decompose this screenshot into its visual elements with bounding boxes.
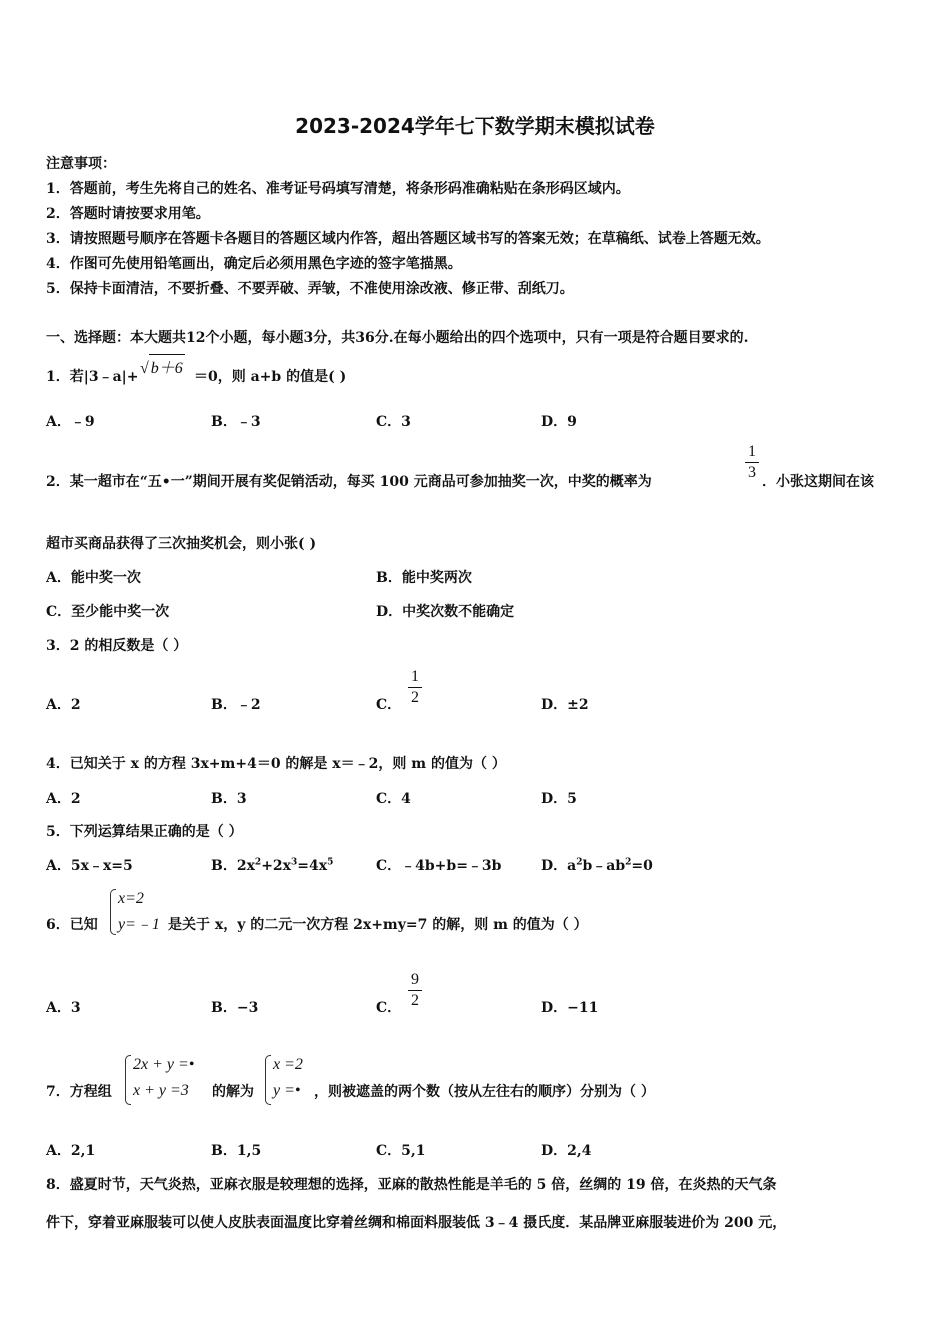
q2-frac-num: 1 [748, 443, 756, 460]
q1-sqrt [140, 354, 185, 378]
q2-frac-den: 3 [748, 464, 756, 481]
q6-option-c-fraction [408, 971, 422, 1010]
q7-option-c[interactable]: C．5,1 [376, 1143, 426, 1159]
q1-radicand: b＋6 [149, 354, 185, 378]
q1-option-d[interactable]: D．9 [541, 414, 577, 430]
q2-option-d[interactable]: D．中奖次数不能确定 [376, 604, 515, 620]
q3-frac-den: 2 [411, 689, 419, 706]
q3-stem: 3．2 的相反数是（ ） [46, 638, 188, 654]
q7-system [125, 1052, 211, 1108]
q7-stem-mid: 的解为 [212, 1084, 254, 1100]
q3-option-a[interactable]: A．2 [46, 697, 81, 713]
q7-system-row1: 2x + y =• [133, 1056, 195, 1073]
q5-d-part3: =0 [631, 858, 653, 874]
notice-item-1: 1．答题前，考生先将自己的姓名、准考证号码填写清楚，将条形码准确粘贴在条形码区域内。 [46, 181, 630, 197]
notice-item-4: 4．作图可先使用铅笔画出，确定后必须用黑色字迹的签字笔描黑。 [46, 256, 462, 272]
q5-b-part3: =4x [297, 858, 328, 874]
q1-option-c[interactable]: C．3 [376, 414, 411, 430]
q5-b-exp2: 3 [291, 857, 298, 868]
q2-stem-pre: 2．某一超市在“五•一”期间开展有奖促销活动，每买 100 元商品可参加抽奖一次，中奖的概率为 [46, 474, 652, 490]
notice-heading: 注意事项： [46, 156, 116, 172]
q4-option-d[interactable]: D．5 [541, 791, 577, 807]
brace-icon [265, 1055, 271, 1105]
q5-b-exp3: 5 [327, 857, 334, 868]
notice-item-5: 5．保持卡面清洁，不要折叠、不要弄破、弄皱，不准使用涂改液、修正带、刮纸刀。 [46, 281, 574, 297]
q7-solution-row2: y =• [273, 1082, 301, 1099]
q3-option-c[interactable]: C． [376, 697, 402, 713]
q4-option-c[interactable]: C．4 [376, 791, 411, 807]
q5-option-c[interactable]: C．﹣4b+b=﹣3b [376, 858, 502, 874]
q2-stem-line2: 超市买商品获得了三次抽奖机会，则小张( ) [46, 536, 317, 552]
q7-stem-pre: 7．方程组 [46, 1084, 112, 1100]
q2-option-a[interactable]: A．能中奖一次 [46, 570, 141, 586]
q2-option-c[interactable]: C．至少能中奖一次 [46, 604, 170, 620]
q6-option-d[interactable]: D．−11 [541, 1000, 599, 1016]
q5-b-part2: +2x [261, 858, 292, 874]
q5-option-a[interactable]: A．5x﹣x=5 [46, 858, 133, 874]
notice-item-2: 2．答题时请按要求用笔。 [46, 206, 210, 222]
brace-icon [110, 889, 116, 935]
page-title: 2023-2024学年七下数学期末模拟试卷 [295, 114, 655, 138]
q2-stem-post: ．小张这期间在该 [762, 474, 874, 490]
q3-frac-num: 1 [411, 668, 419, 685]
q5-d-part1: D．a [541, 858, 577, 874]
q7-option-a[interactable]: A．2,1 [46, 1143, 96, 1159]
q1-option-a[interactable]: A．﹣9 [46, 414, 95, 430]
q4-option-a[interactable]: A．2 [46, 791, 81, 807]
q8-stem-line2: 件下，穿着亚麻服装可以使人皮肤表面温度比穿着丝绸和棉面料服装低 3﹣4 摄氏度．某品牌亚麻服装进价为 200 元， [46, 1215, 787, 1231]
q7-solution-row1: x =2 [273, 1056, 303, 1073]
q7-system-row2: x + y =3 [133, 1082, 189, 1099]
q5-b-exp1: 2 [254, 857, 262, 868]
q6-frac-num: 9 [411, 971, 419, 988]
q6-option-a[interactable]: A．3 [46, 1000, 81, 1016]
q6-system-row1: x=2 [118, 890, 144, 907]
q7-stem-post: ，则被遮盖的两个数（按从左往右的顺序）分别为（ ） [314, 1084, 655, 1100]
sqrt-icon: √ [140, 360, 149, 377]
brace-icon [125, 1055, 131, 1105]
q6-stem-post: 是关于 x，y 的二元一次方程 2x+my=7 的解，则 m 的值为（ ） [168, 917, 588, 933]
q6-frac-den: 2 [411, 992, 419, 1009]
q6-option-c[interactable]: C． [376, 1000, 402, 1016]
q3-option-c-fraction [408, 668, 422, 707]
q6-system [110, 886, 168, 938]
q5-option-b[interactable] [211, 855, 333, 875]
q5-option-d[interactable] [541, 855, 653, 875]
q2-fraction [745, 443, 759, 482]
q1-stem-pre: 1．若|3﹣a|+ [46, 369, 139, 385]
q5-stem: 5．下列运算结果正确的是（ ） [46, 824, 243, 840]
q8-stem-line1: 8．盛夏时节，天气炎热，亚麻衣服是较理想的选择，亚麻的散热性能是羊毛的 5 倍，丝绸的 19 倍，在炎热的天气条 [46, 1177, 777, 1193]
q3-option-b[interactable]: B．﹣2 [211, 697, 261, 713]
q2-option-b[interactable]: B．能中奖两次 [376, 570, 472, 586]
q7-option-b[interactable]: B．1,5 [211, 1143, 262, 1159]
q5-b-part1: B．2x [211, 858, 255, 874]
q3-option-d[interactable]: D．±2 [541, 697, 589, 713]
q1-stem-post: ＝0，则 a+b 的值是( ) [194, 369, 347, 385]
q4-stem: 4．已知关于 x 的方程 3x+m+4＝0 的解是 x＝﹣2，则 m 的值为（ ） [46, 756, 506, 772]
q4-option-b[interactable]: B．3 [211, 791, 247, 807]
q5-d-part2: b﹣ab [582, 858, 626, 874]
q6-stem-pre: 6．已知 [46, 917, 98, 933]
q1-option-b[interactable]: B．﹣3 [211, 414, 261, 430]
q5-d-exp2: 2 [625, 857, 632, 868]
q5-d-exp1: 2 [576, 857, 583, 868]
notice-item-3: 3．请按照题号顺序在答题卡各题目的答题区域内作答，超出答题区域书写的答案无效；在草稿纸、试卷上答题无效。 [46, 231, 770, 247]
q7-option-d[interactable]: D．2,4 [541, 1143, 592, 1159]
q6-system-row2: y=﹣1 [118, 916, 160, 933]
q6-option-b[interactable]: B．−3 [211, 1000, 259, 1016]
section-heading: 一、选择题：本大题共12个小题，每小题3分，共36分.在每小题给出的四个选项中，只有一项是符合题目要求的. [46, 330, 749, 346]
